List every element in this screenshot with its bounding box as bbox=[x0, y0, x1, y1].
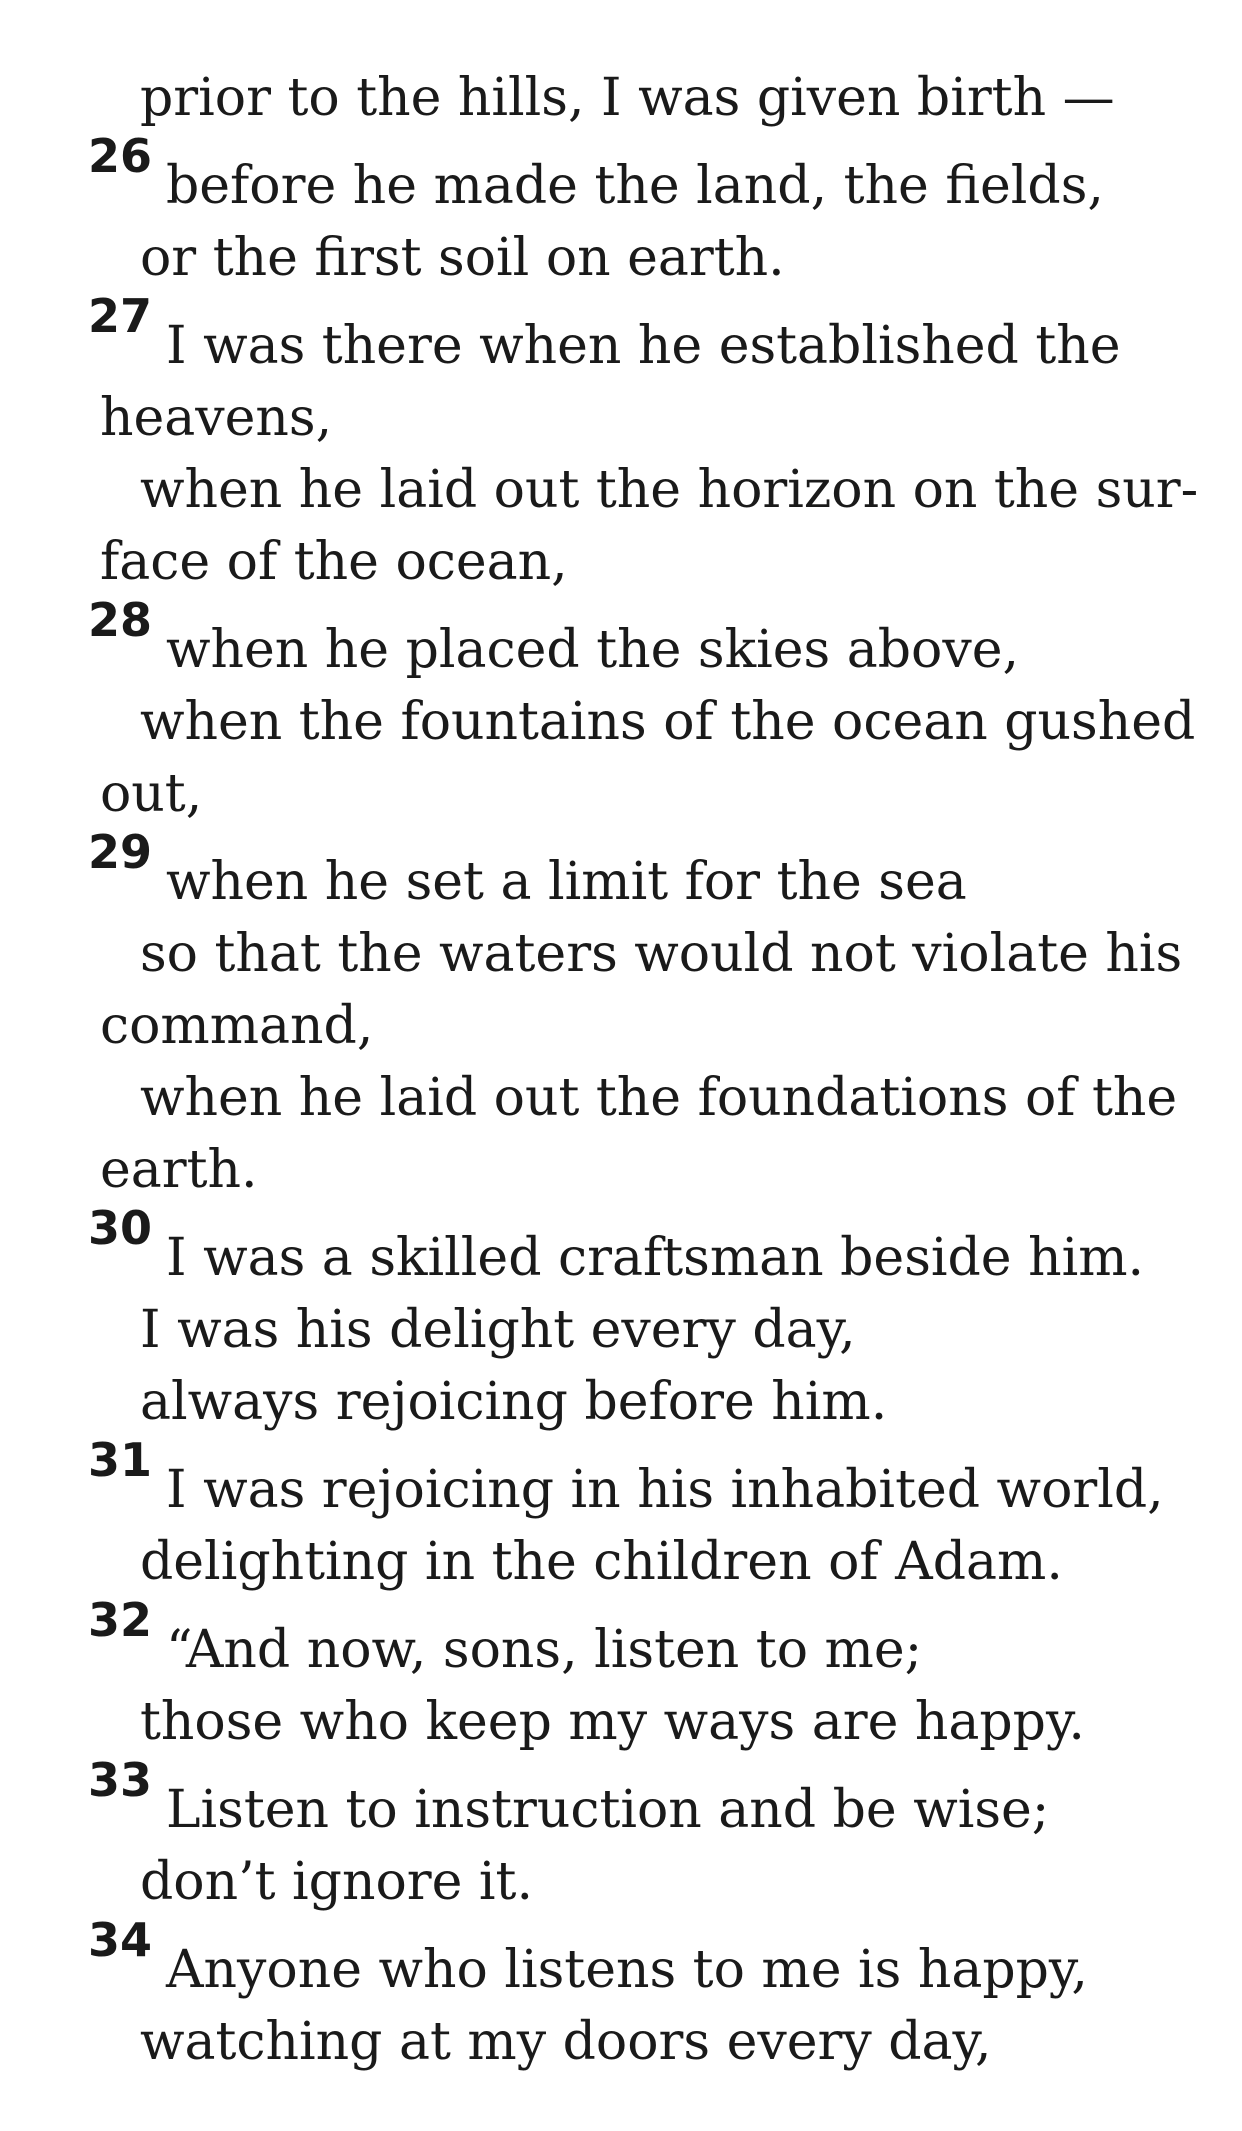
verse-30 bbox=[0, 1201, 1242, 1438]
verse-line bbox=[0, 2006, 1242, 2078]
verse-line-text: “And now, sons, listen to me; bbox=[166, 1620, 923, 1680]
verse-number: 31 bbox=[88, 1433, 153, 1487]
verse-line-text: when the fountains of the ocean gushed bbox=[140, 692, 1196, 752]
verse-line-text: when he laid out the foundations of the bbox=[140, 1068, 1178, 1128]
verse-line bbox=[0, 129, 1242, 222]
verse-line-text: delighting in the children of Adam. bbox=[140, 1532, 1063, 1592]
verse-line-text: always rejoicing before him. bbox=[140, 1372, 888, 1432]
verse-line bbox=[0, 1593, 1242, 1686]
verse-line-text: out, bbox=[100, 764, 203, 824]
verse-line-text: when he placed the skies above, bbox=[166, 620, 1019, 680]
verse-number: 30 bbox=[88, 1201, 153, 1255]
verse-line bbox=[0, 382, 1242, 454]
verse-line-text: or the first soil on earth. bbox=[140, 228, 785, 288]
verse-line-text: Anyone who listens to me is happy, bbox=[166, 1940, 1088, 2000]
verse-line bbox=[0, 1134, 1242, 1206]
verse-32 bbox=[0, 1593, 1242, 1758]
verse-33 bbox=[0, 1753, 1242, 1918]
verse-26 bbox=[0, 129, 1242, 294]
verse-line-text: I was rejoicing in his inhabited world, bbox=[166, 1460, 1164, 1520]
verse-line-text: command, bbox=[100, 996, 374, 1056]
verse-line-text: I was his delight every day, bbox=[140, 1300, 856, 1360]
verse-line-text: when he set a limit for the sea bbox=[166, 852, 967, 912]
verse-34 bbox=[0, 1913, 1242, 2078]
verse-line bbox=[0, 1294, 1242, 1366]
verse-line bbox=[0, 1753, 1242, 1846]
verse-line bbox=[0, 1433, 1242, 1526]
verse-number: 33 bbox=[88, 1753, 153, 1807]
verse-line bbox=[0, 1201, 1242, 1294]
verse-line bbox=[0, 918, 1242, 990]
verse-line-text: don’t ignore it. bbox=[140, 1852, 533, 1912]
verse-27 bbox=[0, 289, 1242, 598]
verse-31 bbox=[0, 1433, 1242, 1598]
verse-number: 26 bbox=[88, 129, 153, 183]
verse-line bbox=[0, 1913, 1242, 2006]
verse-line-text: earth. bbox=[100, 1140, 258, 1200]
verse-line-text: Listen to instruction and be wise; bbox=[166, 1780, 1050, 1840]
verse-29 bbox=[0, 825, 1242, 1206]
verse-line bbox=[0, 758, 1242, 830]
verse-line bbox=[0, 1846, 1242, 1918]
verse-line-text: I was a skilled craftsman beside him. bbox=[166, 1228, 1145, 1288]
verse-line bbox=[0, 1062, 1242, 1134]
verse-line-text: when he laid out the horizon on the sur- bbox=[140, 460, 1199, 520]
verse-line bbox=[0, 526, 1242, 598]
verse-line bbox=[0, 1366, 1242, 1438]
verse-number: 34 bbox=[88, 1913, 153, 1967]
opening-line bbox=[0, 62, 1242, 134]
verse-line-text: watching at my doors every day, bbox=[140, 2012, 992, 2072]
verse-line bbox=[0, 222, 1242, 294]
verse-line-text: I was there when he established the bbox=[166, 316, 1121, 376]
verse-line-text: those who keep my ways are happy. bbox=[140, 1692, 1085, 1752]
verse-number: 29 bbox=[88, 825, 153, 879]
passage-text bbox=[0, 62, 1242, 2078]
verse-number: 27 bbox=[88, 289, 153, 343]
verse-line bbox=[0, 454, 1242, 526]
verse-line bbox=[0, 1526, 1242, 1598]
verse-number: 28 bbox=[88, 593, 153, 647]
verse-line bbox=[0, 1686, 1242, 1758]
verse-line bbox=[0, 825, 1242, 918]
verse-line-text: face of the ocean, bbox=[100, 532, 568, 592]
verse-line-text: heavens, bbox=[100, 388, 333, 448]
verse-line-text: prior to the hills, I was given birth — bbox=[140, 68, 1115, 128]
verse-line bbox=[0, 686, 1242, 758]
verse-line bbox=[0, 593, 1242, 686]
verse-line bbox=[0, 289, 1242, 382]
verse-line-text: so that the waters would not violate his bbox=[140, 924, 1183, 984]
verse-number: 32 bbox=[88, 1593, 153, 1647]
verse-line-text: before he made the land, the fields, bbox=[166, 156, 1104, 216]
verse-line bbox=[0, 990, 1242, 1062]
verse-28 bbox=[0, 593, 1242, 830]
